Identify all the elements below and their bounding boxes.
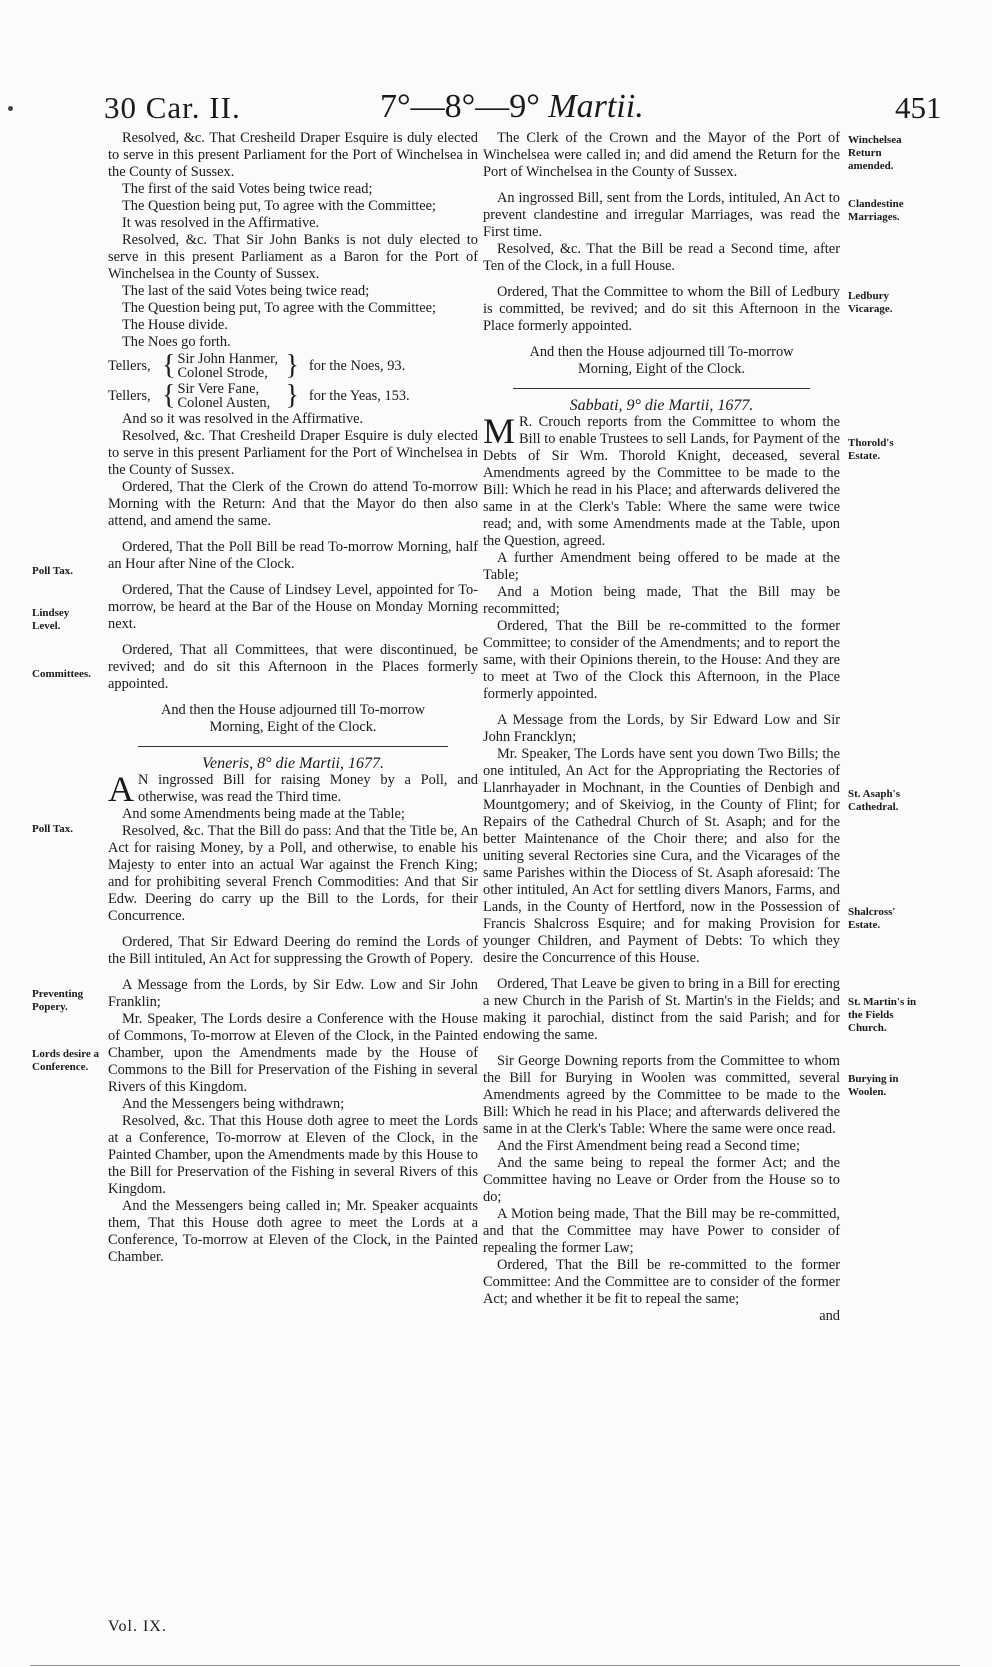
tellers-result: for the Yeas, 153. <box>308 387 410 404</box>
paragraph: The Question being put, To agree with the Committee; <box>122 198 437 214</box>
left-brace: { <box>162 350 176 381</box>
margin-note-committees: Committees. <box>32 668 91 680</box>
tellers-noes <box>108 351 478 381</box>
paragraph: A Motion being made, That the Bill may be re-committed, and that the Committee may have Power to consider of repealing the former Law; <box>483 1206 840 1256</box>
paragraph: Mr. Speaker, The Lords desire a Conference with the House of Commons, To-morrow at Eleven of the Clock, in the Painted Chamber, upon the Amendments made by the House of Commons to the Bill for Preservation of the Fishing in several Rivers of this Kingdom. <box>108 1011 478 1095</box>
header-dates: 7°—8°—9° Martii. <box>380 88 644 125</box>
margin-note-st-martins-church: St. Martin's in the Fields Church. <box>848 996 917 1034</box>
paragraph: The Noes go forth. <box>122 334 231 350</box>
paragraph: An ingrossed Bill, sent from the Lords, intituled, An Act to prevent clandestine and irregular Marriages, was read the First time. <box>483 190 840 240</box>
margin-note-poll-tax-2: Poll Tax. <box>32 823 73 835</box>
paragraph: And the First Amendment being read a Second time; <box>497 1138 800 1154</box>
paragraph: Ordered, That the Bill be re-committed to the former Committee; to consider of the Amendments; and to report the same, with their Opinions therein, to the House: And they are to meet at Two of the Clock this Afternoon, in the Place formerly appointed. <box>483 618 840 702</box>
drop-cap: M <box>483 411 516 451</box>
paragraph: Ordered, That the Clerk of the Crown do attend To-morrow Morning with the Return: And that the Mayor do then also attend, and amend the same. <box>108 479 478 529</box>
paragraph: Ordered, That the Bill be re-committed to the former Committee: And the Committee are to consider of the former Act; and whether it be fit to repeal the same; <box>483 1257 840 1307</box>
paragraph: Ordered, That Sir Edward Deering do remind the Lords of the Bill intituled, An Act for suppressing the Growth of Popery. <box>108 934 478 967</box>
tellers-label: Tellers, <box>108 387 151 404</box>
catchword: and <box>819 1308 840 1324</box>
paragraph: The Clerk of the Crown and the Mayor of the Port of Winchelsea were called in; and did amend the Return for the Port of Winchelsea in the County of Sussex. <box>483 130 840 180</box>
paragraph: Ordered, That the Committee to whom the Bill of Ledbury is committed, be revived; and do sit this Afternoon in the Place formerly appointed. <box>483 284 840 334</box>
section-divider <box>138 746 448 747</box>
left-column <box>108 130 478 1266</box>
paragraph: Ordered, That the Cause of Lindsey Level, appointed for To-morrow, be heard at the Bar of the House on Monday Morning next. <box>108 582 478 632</box>
paragraph: A Message from the Lords, by Sir Edw. Low and Sir John Franklin; <box>108 977 478 1010</box>
margin-note-winchelsea-return: Winchelsea Return amended. <box>848 134 902 172</box>
paragraph: M R. Crouch reports from the Committee to whom the Bill to enable Trustees to sell Lands, for Payment of the Debts of Sir Wm. Thorold Knight, deceased, several Amendments agreed by the Committee to be made to the Bill: Which he read in his Place; and afterwards delivered the same in at the Clerk's Table: Where the same were twice read; and, with some Amendments made at the Table, upon the Question, agreed. <box>483 411 840 549</box>
tellers-label: Tellers, <box>108 357 151 374</box>
paragraph: Resolved, &c. That Sir John Banks is not duly elected to serve in this present Parliament as a Baron for the Port of Winchelsea in the County of Sussex. <box>108 232 478 282</box>
paragraph: Resolved, &c. That the Bill do pass: And that the Title be, An Act for raising Money, by a Poll, and otherwise, to enable his Majesty to enter into an actual War against the French King; and for prohibiting several French Commodities: And that Sir Edw. Deering do carry up the Bill to the Lords, for their Concurrence. <box>108 823 478 924</box>
tellers-yeas <box>108 381 478 411</box>
margin-note-ledbury-vicarage: Ledbury Vicarage. <box>848 290 893 315</box>
left-brace: { <box>162 380 176 411</box>
paragraph: A N ingrossed Bill for raising Money by a Poll, and otherwise, was read the Third time. <box>108 769 478 809</box>
paragraph: The Question being put, To agree with the Committee; <box>122 300 437 316</box>
paragraph: Resolved, &c. That this House doth agree to meet the Lords at a Conference, To-morrow at Eleven of the Clock, in the Painted Chamber, upon the Amendments made by this House to the Bill for Preservation of the Fishing in several Rivers of this Kingdom. <box>108 1113 478 1197</box>
section-heading: Sabbati, 9° die Martii, 1677. <box>569 397 754 414</box>
teller-names: Sir John Hanmer, Colonel Strode, <box>177 351 278 381</box>
paragraph: And so it was resolved in the Affirmative. <box>122 411 364 427</box>
section-heading: Veneris, 8° die Martii, 1677. <box>202 755 384 772</box>
margin-note-poll-tax: Poll Tax. <box>32 565 73 577</box>
paragraph: The last of the said Votes being twice read; <box>122 283 370 299</box>
paragraph: Resolved, &c. That Cresheild Draper Esquire is duly elected to serve in this present Parliament for the Port of Winchelsea in the County of Sussex. <box>108 130 478 180</box>
adjournment-note: And then the House adjourned till To-morrow Morning, Eight of the Clock. <box>529 344 794 377</box>
paragraph: Mr. Speaker, The Lords have sent you down Two Bills; the one intituled, An Act for the Appropriating the Rectories of Llanrhayader in Mochnant, in the Counties of Denbigh and Mountgomery; and of Skeiviog, in the County of Flint; for Repairs of the Cathedral Church of St. Asaph; and for the better Maintenance of the Choir there; and also for the uniting several Rectories sine Cura, and the Vicarages of the same Parishes within the Diocess of St. Asaph aforesaid: The other intituled, An Act for settling divers Manors, Farms, and Lands, in the County of Hertford, now in the Possession of Francis Shalcross Esquire; and for making Provision for younger Children, and Payment of Debts: To which they desire the Concurrence of this House. <box>483 746 840 966</box>
right-column <box>483 130 840 1325</box>
paragraph: Resolved, &c. That the Bill be read a Second time, after Ten of the Clock, in a full House. <box>483 241 840 274</box>
margin-note-preventing-popery: Preventing Popery. <box>32 988 84 1013</box>
page-number: 451 <box>895 90 942 125</box>
paragraph: Resolved, &c. That Cresheild Draper Esquire is duly elected to serve in this present Parliament for the Port of Winchelsea in the County of Sussex. <box>108 428 478 478</box>
paragraph: Ordered, That the Poll Bill be read To-morrow Morning, half an Hour after Nine of the Clock. <box>108 539 478 572</box>
volume-signature: Vol. IX. <box>108 1618 167 1635</box>
margin-note-burying-woolen: Burying in Woolen. <box>848 1073 899 1098</box>
paragraph: And a Motion being made, That the Bill may be recommitted; <box>483 584 840 617</box>
right-brace: } <box>285 380 299 411</box>
regnal-year: 30 Car. II. <box>104 90 241 125</box>
teller-names: Sir Vere Fane, Colonel Austen, <box>177 381 271 411</box>
paragraph: And some Amendments being made at the Table; <box>122 806 405 822</box>
paragraph: And the same being to repeal the former Act; and the Committee having no Leave or Order from the House so to do; <box>483 1155 840 1205</box>
margin-note-lords-conference: Lords desire a Conference. <box>32 1048 100 1073</box>
right-brace: } <box>285 350 299 381</box>
drop-cap: A <box>108 769 134 809</box>
section-divider <box>513 388 810 389</box>
paragraph: Sir George Downing reports from the Committee to whom the Bill for Burying in Woolen was committed, several Amendments agreed by the Committee to be made to the Bill: Which he read in his Place; and afterwards delivered the same in at the Clerk's Table: Where the same were once read. <box>483 1053 840 1137</box>
margin-note-st-asaphs-cathedral: St. Asaph's Cathedral. <box>848 788 900 813</box>
paragraph: A Message from the Lords, by Sir Edward Low and Sir John Francklyn; <box>483 712 840 745</box>
paragraph: And the Messengers being withdrawn; <box>122 1096 345 1112</box>
margin-note-thorolds-estate: Thorold's Estate. <box>848 437 894 462</box>
tellers-result: for the Noes, 93. <box>308 357 406 374</box>
paragraph: It was resolved in the Affirmative. <box>122 215 320 231</box>
margin-note-shalcross-estate: Shalcross' Estate. <box>848 906 896 931</box>
paragraph: The House divide. <box>122 317 228 333</box>
bottom-rule <box>30 1665 960 1666</box>
paragraph: And the Messengers being called in; Mr. Speaker acquaints them, That this House doth agree to meet the Lords at a Conference, To-morrow at Eleven of the Clock, in the Painted Chamber. <box>108 1198 478 1265</box>
paragraph: The first of the said Votes being twice read; <box>122 181 373 197</box>
adjournment-note: And then the House adjourned till To-morrow Morning, Eight of the Clock. <box>160 702 426 735</box>
paragraph: A further Amendment being offered to be made at the Table; <box>483 550 840 583</box>
paragraph: Ordered, That all Committees, that were discontinued, be revived; and do sit this Afternoon in the Places formerly appointed. <box>108 642 478 692</box>
margin-note-clandestine-marriages: Clandestine Marriages. <box>848 198 904 223</box>
margin-note-lindsey-level: Lindsey Level. <box>32 607 70 632</box>
page-header <box>0 86 992 132</box>
paragraph: Ordered, That Leave be given to bring in a Bill for erecting a new Church in the Parish of St. Martin's in the Fields; and making it parochial, distinct from the said Parish; and for endowing the same. <box>483 976 840 1043</box>
